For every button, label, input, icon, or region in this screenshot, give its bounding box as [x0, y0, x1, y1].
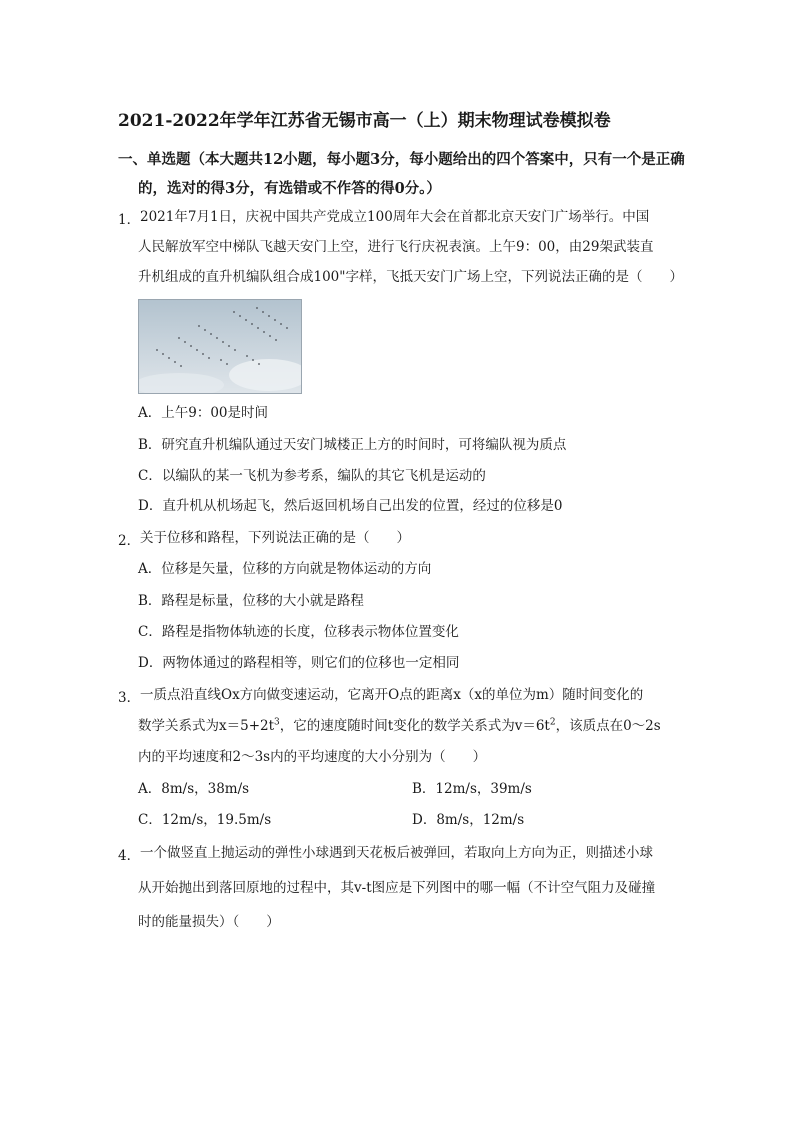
question-2-option-a: A．位移是矢量，位移的方向就是物体运动的方向	[138, 561, 432, 577]
question-1-option-a: A．上午9：00是时间	[138, 405, 269, 421]
page-title: 2021-2022年学年江苏省无锡市高一（上）期末物理试卷模拟卷	[118, 111, 611, 131]
question-1-option-c: C．以编队的某一飞机为参考系，编队的其它飞机是运动的	[138, 468, 486, 484]
question-3-number: 3．	[118, 690, 141, 706]
question-4-stem-line2: 从开始抛出到落回原地的过程中，其v-t图应是下列图中的哪一幅（不计空气阻力及碰撞	[138, 880, 656, 896]
helicopter-formation-image	[139, 300, 301, 393]
question-3-exponent-v: 2	[549, 717, 556, 728]
question-3-option-b: B．12m/s，39m/s	[412, 781, 532, 797]
question-2-number: 2．	[118, 533, 141, 549]
section-heading-line1: 一、单选题（本大题共12小题，每小题3分，每小题给出的四个答案中，只有一个是正确	[118, 151, 685, 168]
question-3-option-d: D．8m/s，12m/s	[412, 812, 525, 828]
question-3-stem-line2	[138, 717, 661, 735]
question-2-option-b: B．路程是标量，位移的大小就是路程	[138, 593, 364, 609]
question-1-stem-line3: 升机组成的直升机编队组合成100"字样，飞抵天安门广场上空，下列说法正确的是（ ）	[138, 269, 683, 285]
question-1-stem-line2: 人民解放军空中梯队飞越天安门上空，进行飞行庆祝表演。上午9：00，由29架武装直	[138, 239, 654, 255]
question-3-option-a: A．8m/s，38m/s	[138, 781, 250, 797]
question-1-option-d: D．直升机从机场起飞，然后返回机场自己出发的位置，经过的位移是0	[138, 498, 563, 514]
question-3-interval: ，该质点在0～2s	[555, 718, 661, 734]
question-3-option-c: C．12m/s，19.5m/s	[138, 812, 272, 828]
question-3-formula-x: 数学关系式为x＝5+2t	[138, 718, 275, 734]
question-3-stem-line3: 内的平均速度和2～3s内的平均速度的大小分别为（ ）	[138, 749, 487, 765]
question-2-option-d: D．两物体通过的路程相等，则它们的位移也一定相同	[138, 655, 460, 671]
question-4-stem-line1: 一个做竖直上抛运动的弹性小球遇到天花板后被弹回，若取向上方向为正，则描述小球	[140, 845, 653, 861]
question-1-number: 1．	[118, 212, 141, 228]
question-4-number: 4．	[118, 848, 141, 864]
question-2-option-c: C．路程是指物体轨迹的长度，位移表示物体位置变化	[138, 624, 459, 640]
section-heading-line2: 的，选对的得3分，有选错或不作答的得0分。）	[138, 180, 441, 197]
question-1-stem-line1: 2021年7月1日，庆祝中国共产党成立100周年大会在首都北京天安门广场举行。中国	[140, 209, 650, 225]
question-4-stem-line3: 时的能量损失）（ ）	[138, 914, 280, 930]
question-3-formula-v: ，它的速度随时间t变化的数学关系式为v＝6t	[279, 718, 550, 734]
question-3-exponent-x: 3	[274, 717, 280, 728]
question-2-stem: 关于位移和路程，下列说法正确的是（ ）	[140, 530, 410, 546]
question-1-option-b: B．研究直升机编队通过天安门城楼正上方的时间时，可将编队视为质点	[138, 437, 567, 453]
question-3-stem-line1: 一质点沿直线Ox方向做变速运动，它离开O点的距离x（x的单位为m）随时间变化的	[140, 687, 644, 703]
helicopter-formation-photo	[138, 299, 302, 394]
